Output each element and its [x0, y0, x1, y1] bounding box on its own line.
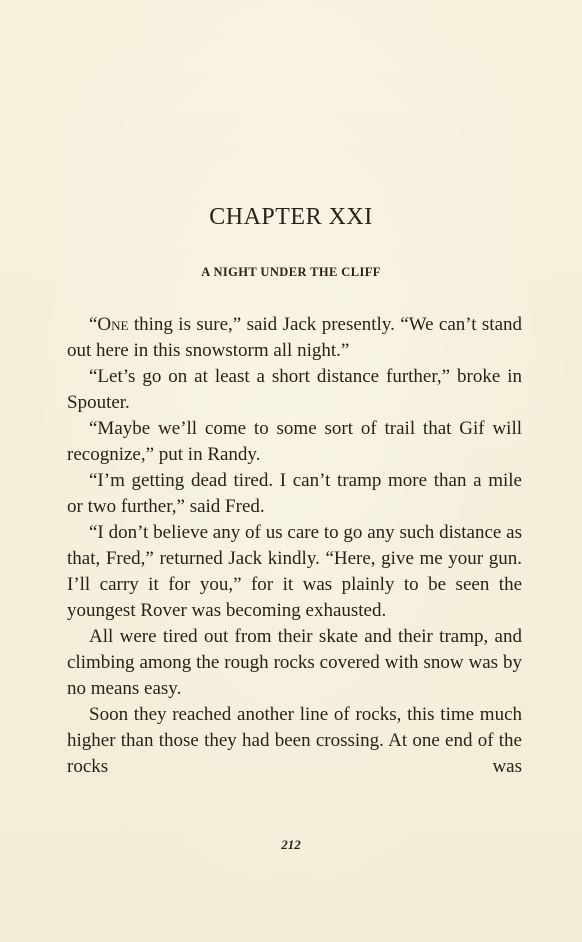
paragraph-3: “Maybe we’ll come to some sort of trail that Gif will recognize,” put in Randy. — [67, 418, 522, 465]
page-number: 212 — [281, 837, 301, 852]
paragraph-4: “I’m getting dead tired. I can’t tramp more than a mile or two further,” said Fred. — [67, 470, 522, 517]
paragraph-7: Soon they reached another line of rocks, this time much higher than those they had been crossing. At one end of the rocks was — [67, 704, 522, 777]
paragraph-1-rest: thing is sure,” said Jack presently. “We can’t stand out here in this snowstorm all night.” — [67, 314, 522, 361]
chapter-title: CHAPTER XXI — [209, 204, 373, 230]
paragraph-1 — [67, 312, 522, 364]
body-text — [67, 312, 522, 780]
paragraph-1-lead: “One — [89, 314, 129, 335]
paragraph-5: “I don’t believe any of us care to go any such distance as that, Fred,” returned Jack kindly. “Here, give me your gun. I’ll carry it for you,” for it was plainly to be seen the youngest Rover was becoming exhausted. — [67, 522, 522, 621]
paragraph-2: “Let’s go on at least a short distance further,” broke in Spouter. — [67, 366, 522, 413]
paragraph-6: All were tired out from their skate and their tramp, and climbing among the rough rocks covered with snow was by no means easy. — [67, 626, 522, 699]
chapter-subtitle: A NIGHT UNDER THE CLIFF — [201, 265, 381, 279]
